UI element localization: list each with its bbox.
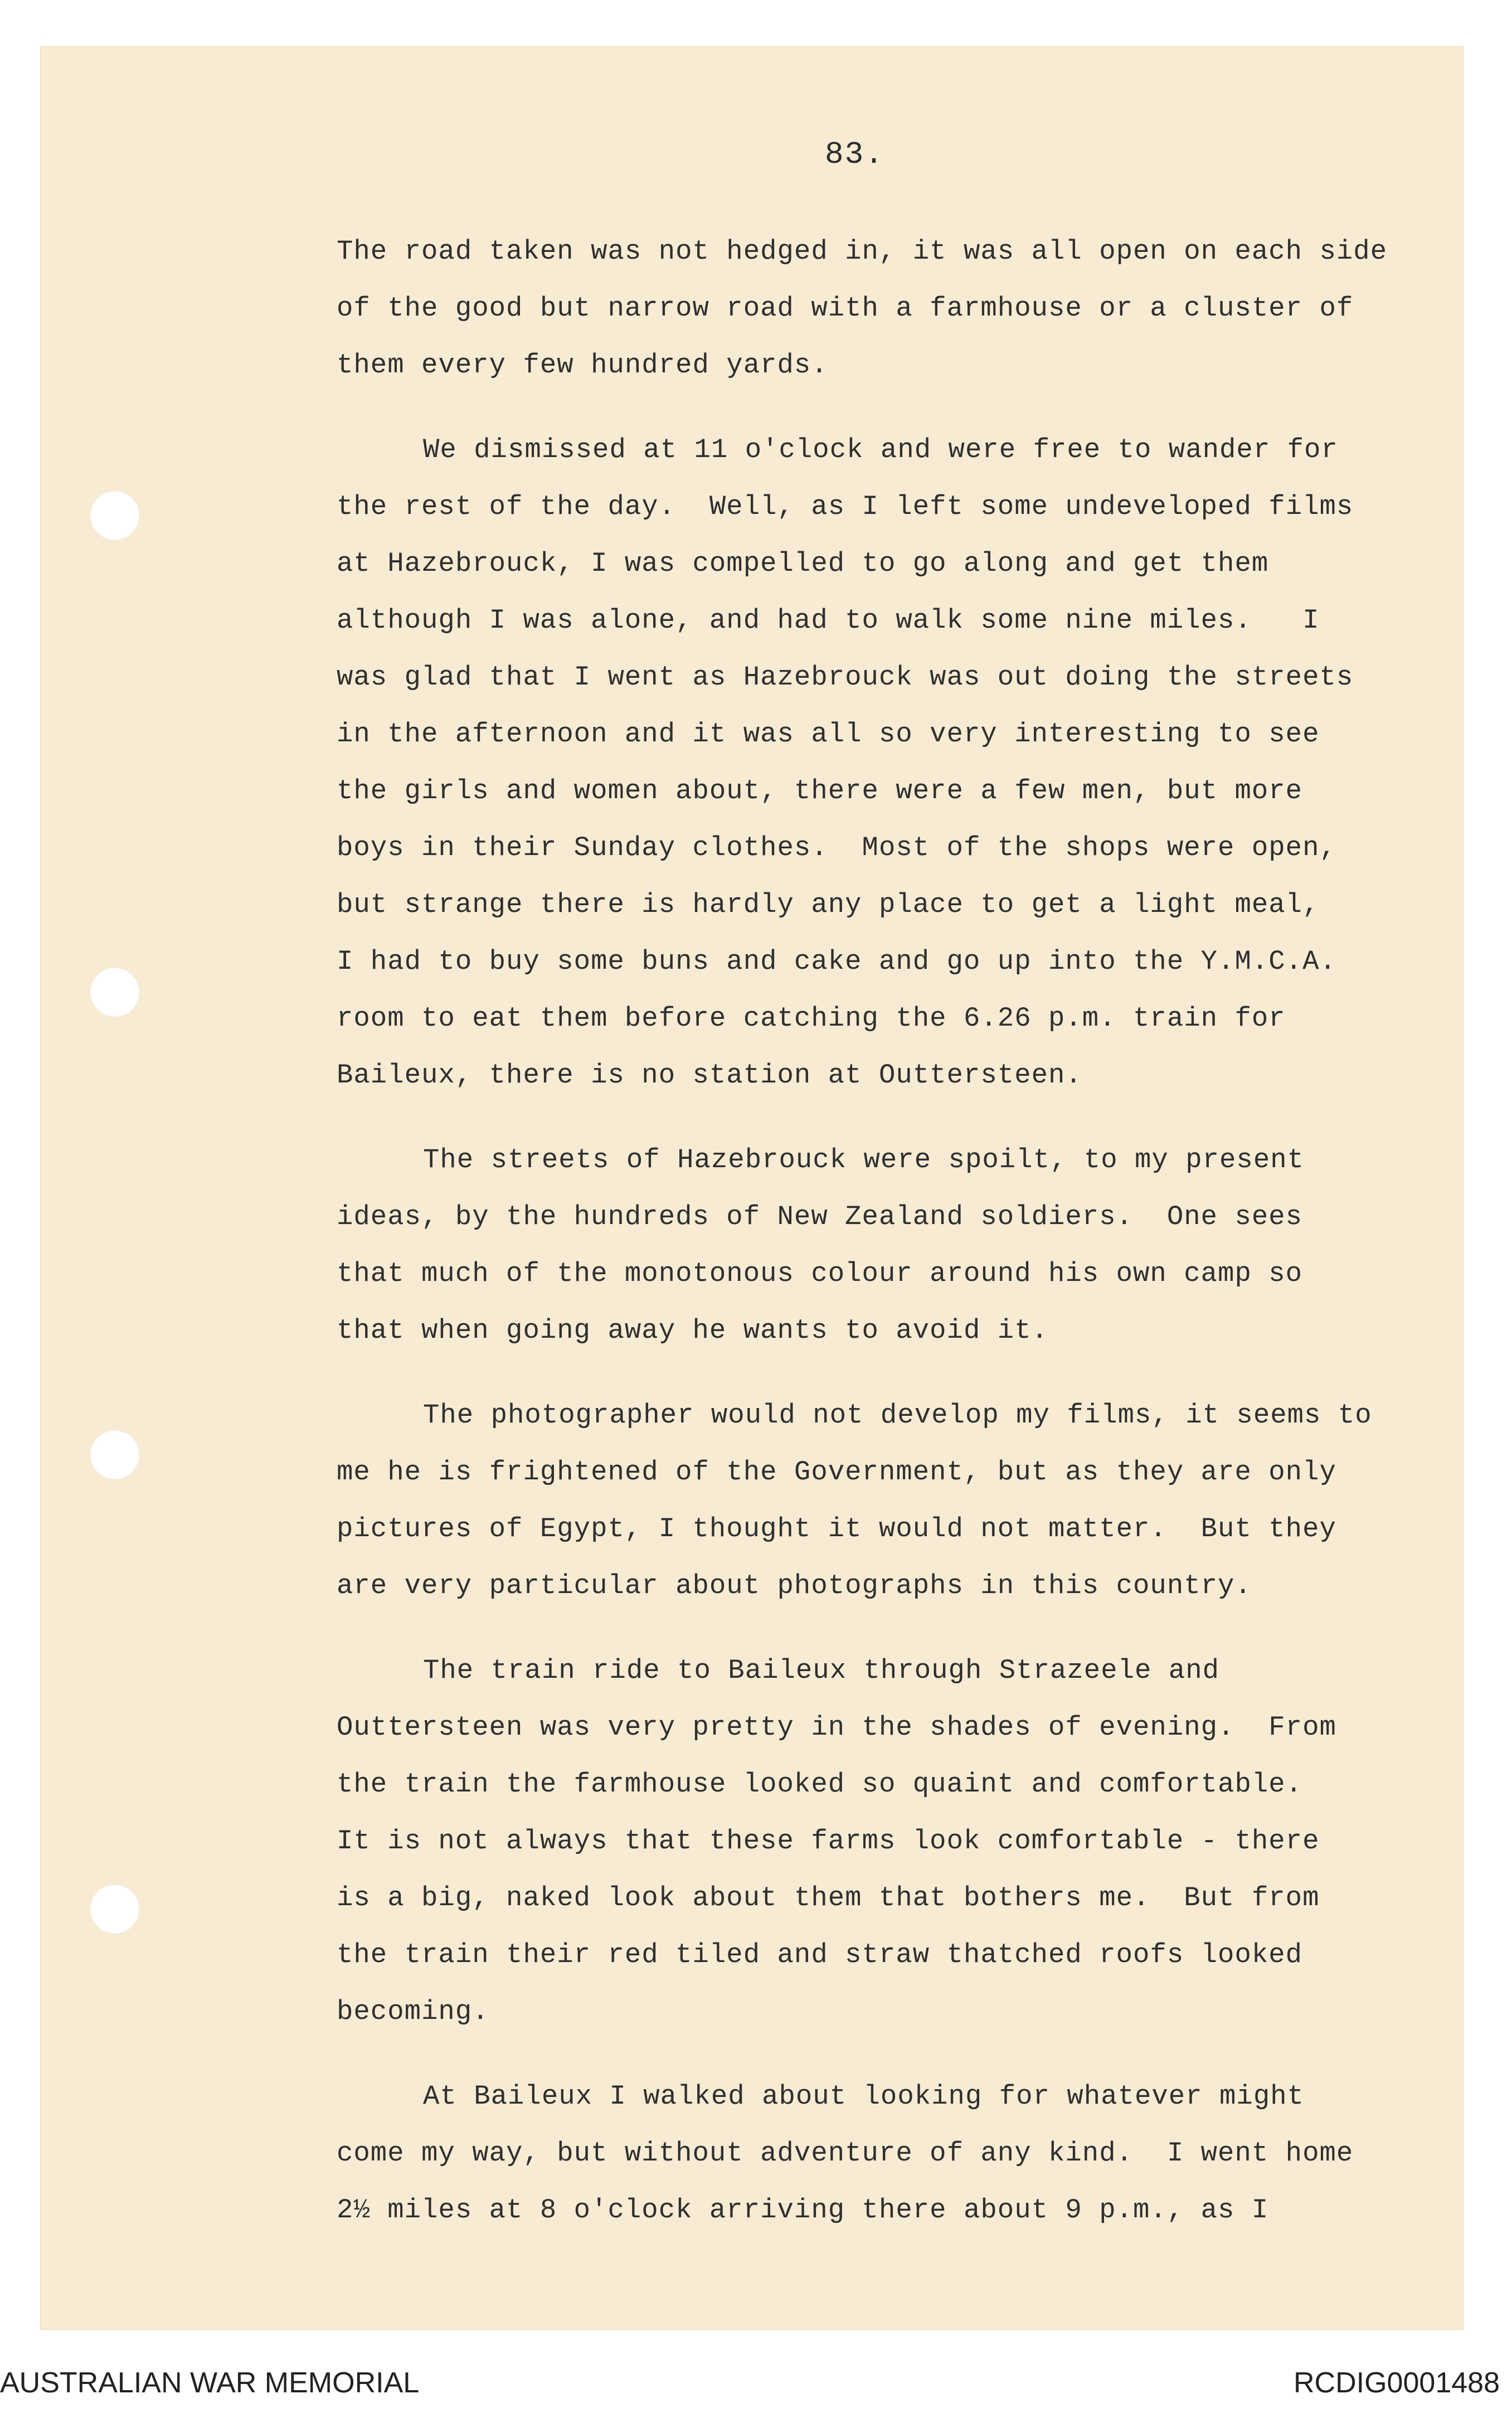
paragraph (337, 1642, 1451, 2040)
typed-text-body (337, 223, 1451, 2266)
punch-hole (90, 491, 139, 540)
text-line: the train their red tiled and straw thatched roofs looked (337, 1939, 1303, 1970)
text-line: Baileux, there is no station at Outtersteen. (337, 1060, 1082, 1091)
text-line: come my way, but without adventure of any kind. I went home (337, 2138, 1354, 2169)
paragraph (337, 1387, 1451, 1614)
text-line: me he is frightened of the Government, but as they are only (337, 1456, 1336, 1488)
text-line: We dismissed at 11 o'clock and were free to wander for (423, 434, 1338, 465)
text-line: The streets of Hazebrouck were spoilt, to my present (423, 1144, 1305, 1176)
text-line: that when going away he wants to avoid it. (337, 1315, 1049, 1346)
text-line: of the good but narrow road with a farmhouse or a cluster of (337, 293, 1354, 324)
text-line: room to eat them before catching the 6.26 p.m. train for (337, 1003, 1286, 1034)
footer-reference-id: RCDIG0001488 (1294, 2367, 1500, 2399)
text-line: but strange there is hardly any place to get a light meal, (337, 889, 1320, 920)
text-line: although I was alone, and had to walk some nine miles. I (337, 605, 1320, 636)
text-line: the rest of the day. Well, as I left some undeveloped films (337, 491, 1354, 522)
text-line: becoming. (337, 1996, 489, 2027)
text-line: pictures of Egypt, I thought it would not matter. But they (337, 1513, 1336, 1545)
text-line: them every few hundred yards. (337, 349, 828, 381)
punch-hole (90, 968, 139, 1017)
text-line: in the afternoon and it was all so very interesting to see (337, 718, 1320, 750)
text-line: ideas, by the hundreds of New Zealand soldiers. One sees (337, 1201, 1303, 1232)
text-line: that much of the monotonous colour around his own camp so (337, 1258, 1303, 1289)
paragraph (337, 223, 1451, 394)
text-line: boys in their Sunday clothes. Most of the shops were open, (337, 832, 1336, 863)
page-number: 83. (825, 137, 884, 172)
text-line: is a big, naked look about them that bothers me. But from (337, 1882, 1320, 1914)
text-line: the train the farmhouse looked so quaint and comfortable. (337, 1769, 1303, 1800)
punch-hole (90, 1430, 139, 1479)
text-line: was glad that I went as Hazebrouck was out doing the streets (337, 662, 1354, 693)
text-line: The photographer would not develop my films, it seems to (423, 1400, 1372, 1431)
text-line: 2½ miles at 8 o'clock arriving there about 9 p.m., as I (337, 2194, 1269, 2226)
text-line: are very particular about photographs in this country. (337, 1570, 1252, 1601)
text-line: I had to buy some buns and cake and go up into the Y.M.C.A. (337, 946, 1336, 977)
text-line: It is not always that these farms look comfortable - there (337, 1825, 1320, 1857)
paragraph (337, 421, 1451, 1104)
text-line: The train ride to Baileux through Strazeele and (423, 1655, 1220, 1686)
punch-hole (90, 1885, 139, 1934)
paragraph (337, 1132, 1451, 1359)
text-line: at Hazebrouck, I was compelled to go along and get them (337, 548, 1269, 579)
text-line: At Baileux I walked about looking for whatever might (423, 2081, 1305, 2112)
footer-institution: AUSTRALIAN WAR MEMORIAL (0, 2367, 420, 2399)
text-line: the girls and women about, there were a few men, but more (337, 775, 1303, 807)
paragraph (337, 2068, 1451, 2239)
text-line: The road taken was not hedged in, it was all open on each side (337, 236, 1388, 267)
text-line: Outtersteen was very pretty in the shades of evening. From (337, 1712, 1336, 1743)
